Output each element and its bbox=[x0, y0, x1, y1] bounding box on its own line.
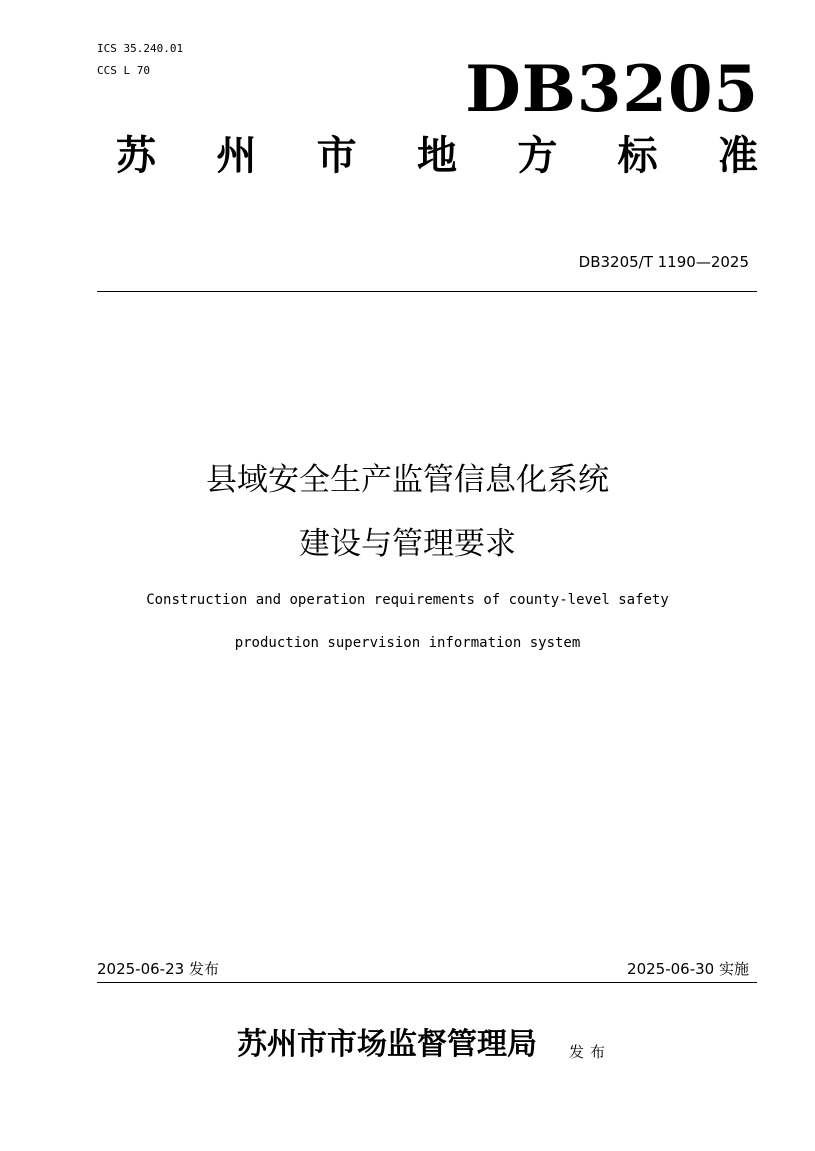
standard-type-char: 地 bbox=[416, 132, 457, 179]
ccs-code: CCS L 70 bbox=[97, 64, 150, 77]
standard-type-char: 州 bbox=[216, 132, 257, 179]
issue-date: 2025-06-23 发布 bbox=[97, 960, 219, 978]
top-divider bbox=[97, 291, 757, 292]
standard-type bbox=[116, 132, 758, 179]
title-chinese-line-1: 县域安全生产监管信息化系统 bbox=[206, 462, 609, 498]
standard-code: DB3205 bbox=[465, 52, 759, 127]
standard-type-char: 苏 bbox=[116, 132, 156, 179]
standard-type-char: 方 bbox=[517, 132, 558, 179]
title-english-line-1: Construction and operation requirements of county-level safety bbox=[146, 592, 669, 608]
standard-type-char: 市 bbox=[316, 132, 357, 179]
issuing-action: 发布 bbox=[569, 1043, 612, 1061]
bottom-divider bbox=[97, 982, 757, 983]
effective-date: 2025-06-30 实施 bbox=[627, 960, 749, 978]
standard-number: DB3205/T 1190—2025 bbox=[578, 253, 749, 271]
title-chinese-line-2: 建设与管理要求 bbox=[299, 526, 516, 562]
standard-type-char: 准 bbox=[717, 132, 758, 179]
title-english-line-2: production supervision information system bbox=[234, 635, 581, 651]
ics-code: ICS 35.240.01 bbox=[97, 42, 184, 55]
standard-type-char: 标 bbox=[617, 132, 658, 179]
issuing-authority: 苏州市市场监督管理局 bbox=[237, 1027, 537, 1062]
